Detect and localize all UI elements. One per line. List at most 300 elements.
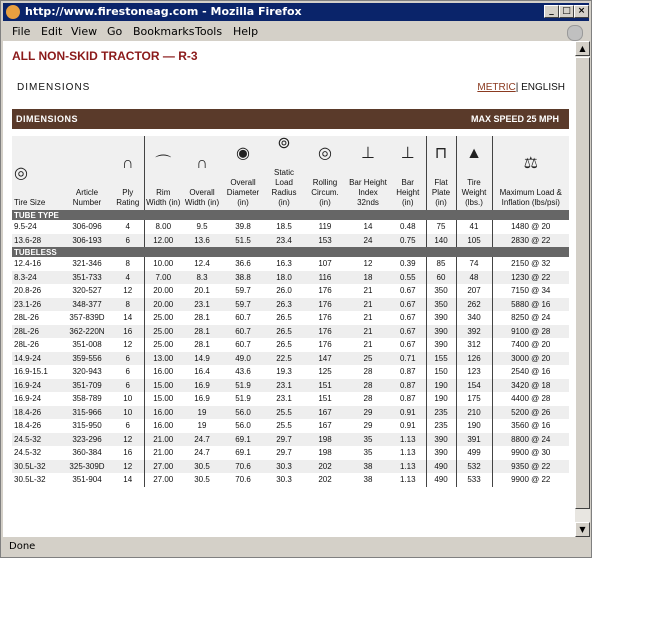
table-cell: 190 [426,392,456,406]
table-cell: 10.00 [144,257,182,271]
table-body [12,210,569,487]
scroll-thumb[interactable] [575,57,590,509]
table-cell: 107 [318,259,332,269]
table-cell: 6 [112,379,144,393]
firefox-icon [6,5,20,19]
minimize-button[interactable]: _ [544,5,559,18]
table-cell: 360-384 [72,448,102,458]
table-cell: 18.4-26 [12,406,62,420]
table-cell: 25.00 [144,325,182,339]
table-cell: 18.4-26 [14,421,42,431]
table-cell: 23.1 [182,298,222,312]
table-row [12,271,569,285]
table-cell: 38.8 [222,271,264,285]
table-cell: 14.9-24 [12,352,62,366]
table-cell: 51.5 [222,234,264,248]
table-cell: 23.4 [264,234,304,248]
overall-width-icon: ∩ [196,155,208,172]
metric-link[interactable]: METRIC [477,82,516,93]
table-cell: 350 [426,298,456,312]
table-cell: 16.9-24 [14,394,42,404]
table-cell: 1.13 [399,448,416,458]
menu-edit[interactable]: Edit [41,25,63,38]
dimensions-table [12,136,569,487]
table-cell: 351-904 [72,475,102,485]
section-header [12,247,569,257]
table-cell: 125 [318,367,332,377]
table-cell: 18.0 [264,271,304,285]
table-cell: 19.3 [276,367,292,377]
table-cell: 116 [304,271,346,285]
table-cell: 390 [426,433,456,447]
table-cell: 202 [304,460,346,474]
table-cell: 21 [346,298,390,312]
table-cell: 154 [456,379,492,393]
table-cell: 28L-26 [12,325,62,339]
table-cell: 6 [125,367,130,377]
table-cell: 499 [456,446,492,460]
max-load-icon: ⚖ [523,155,538,172]
header-tire-size: ◎ Tire Size [12,136,62,210]
table-cell: 176 [304,298,346,312]
table-cell: 13.6-28 [12,234,62,248]
table-cell: 25.5 [276,421,292,431]
table-cell: 60.7 [235,340,251,350]
table-cell: 6 [112,234,144,248]
table-cell: 28 [346,379,390,393]
table-cell: 190 [426,379,456,393]
table-cell: 0.71 [390,352,426,366]
table-cell: 16.9 [194,394,210,404]
page-title: ALL NON-SKID TRACTOR — R-3 [12,49,198,63]
table-cell: 2150 @ 32 [492,257,569,271]
table-cell: 151 [318,394,332,404]
table-cell: 306-096 [72,222,102,232]
table-cell: 12 [112,433,144,447]
table-cell: 28.1 [182,325,222,339]
table-row [12,298,569,312]
table-cell: 14 [363,222,373,232]
table-cell: 51.9 [235,394,251,404]
bar-height-icon: ⊥ [400,145,415,162]
table-row [12,325,569,339]
table-row [12,460,569,474]
table-cell: 25.5 [264,406,304,420]
table-cell: 35 [346,433,390,447]
table-cell: 357-839D [69,313,105,323]
table-cell: 358-789 [72,394,102,404]
table-cell: 21.00 [144,446,182,460]
table-cell: 26.0 [276,286,292,296]
table-cell: 16.4 [194,367,210,377]
table-cell: 9.5 [196,222,208,232]
table-cell: 5880 @ 16 [492,298,569,312]
table-cell: 85 [426,257,456,271]
table-cell: 126 [456,352,492,366]
table-cell: 15.00 [144,392,182,406]
table-cell: 153 [304,234,346,248]
table-cell: 14.9 [182,352,222,366]
table-cell: 27.00 [144,473,182,487]
table-cell: 340 [456,311,492,325]
table-cell: 320-943 [72,367,102,377]
table-cell: 490 [426,473,456,487]
table-cell: 28.1 [194,313,210,323]
table-cell: 320-527 [72,286,102,296]
table-cell: 9100 @ 28 [492,325,569,339]
table-cell: 4 [112,271,144,285]
table-cell: 16.00 [144,419,182,433]
table-cell: 3560 @ 16 [492,419,569,433]
table-cell: 9350 @ 22 [492,460,569,474]
table-cell: 75 [426,220,456,234]
table-cell: 362-220N [62,325,112,339]
table-cell: 74 [456,257,492,271]
table-cell: 167 [304,406,346,420]
table-cell: 24 [346,234,390,248]
table-cell: 15.00 [144,379,182,393]
table-cell: 10 [123,394,133,404]
table-cell: 7.00 [144,271,182,285]
window-title: http://www.firestoneag.com - Mozilla Firefox [25,5,302,18]
table-cell: 262 [456,298,492,312]
table-cell: 390 [426,325,456,339]
table-cell: 16.9-15.1 [14,367,48,377]
unit-separator: | [515,82,519,93]
table-cell: 14 [123,313,133,323]
table-cell: 1.13 [390,433,426,447]
table-cell: 235 [426,406,456,420]
header-load-radius: ⊚ Static Load Radius (in) [264,136,304,210]
maximize-button[interactable]: □ [559,5,574,18]
header-overall-width: ∩ Overall Width (in) [182,136,222,210]
english-link[interactable]: ENGLISH [521,82,565,93]
table-cell: 12.4 [194,259,210,269]
table-cell: 30.3 [276,475,292,485]
table-row [12,406,569,420]
table-cell: 119 [318,222,332,232]
dimensions-label: DIMENSIONS [17,82,91,93]
table-cell: 30.5L-32 [14,475,46,485]
table-cell: 12 [123,286,133,296]
page-content [3,41,575,537]
table-cell: 0.67 [399,340,416,350]
table-cell: 38 [363,475,373,485]
ply-icon: ∩ [122,155,134,172]
table-cell: 6 [112,352,144,366]
table-cell: 0.87 [399,367,416,377]
table-cell: 4400 @ 28 [492,392,569,406]
table-cell: 323-296 [62,433,112,447]
table-cell: 18 [346,271,390,285]
table-cell: 390 [426,338,456,352]
table-cell: 7150 @ 34 [492,284,569,298]
table-cell: 27.00 [144,460,182,474]
table-row [12,392,569,406]
table-cell: 391 [456,433,492,447]
table-cell: 29 [346,406,390,420]
table-cell: 12 [112,460,144,474]
table-cell: 533 [456,473,492,487]
load-radius-icon: ⊚ [277,135,291,152]
table-cell: 28 [363,367,373,377]
table-cell: 29.7 [264,433,304,447]
header-rim-width: ⌒ Rim Width (in) [144,136,182,210]
table-cell: 24.5-32 [14,448,42,458]
table-cell: 0.87 [390,379,426,393]
table-cell: 26.5 [276,340,292,350]
table-cell: 202 [318,475,332,485]
unit-toggle [477,82,565,93]
table-cell: 0.91 [390,406,426,420]
table-cell: 8.00 [144,220,182,234]
table-cell: 70.6 [235,475,251,485]
section-header [12,210,569,220]
table-cell: 38 [346,460,390,474]
table-cell: 26.3 [264,298,304,312]
table-cell: 4 [125,222,130,232]
tire-weight-icon: ▲ [466,145,482,162]
table-cell: 30.3 [264,460,304,474]
table-cell: 350 [426,284,456,298]
menu-bar [3,22,589,40]
table-cell: 29.7 [276,448,292,458]
table-cell: 9900 @ 22 [492,473,569,487]
table-cell: 35 [363,448,373,458]
table-cell: 3420 @ 18 [492,379,569,393]
table-cell: 28L-26 [14,340,39,350]
table-cell: 198 [304,433,346,447]
rim-width-icon: ⌒ [155,155,172,172]
table-row [12,220,569,234]
table-cell: 321-346 [72,259,102,269]
table-cell: 12 [363,259,373,269]
table-cell: 23.1-26 [12,298,62,312]
table-cell: 123 [456,365,492,379]
section-label: TUBELESS [12,247,569,257]
table-cell: 8.3 [182,271,222,285]
table-cell: 13.6 [182,234,222,248]
table-row [12,379,569,393]
table-cell: 16.00 [144,365,182,379]
table-cell: 24.5-32 [12,433,62,447]
table-cell: 8 [112,298,144,312]
table-cell: 8 [125,259,130,269]
table-cell: 16.9 [182,379,222,393]
table-cell: 30.5 [194,475,210,485]
close-button[interactable]: × [574,5,589,18]
table-cell: 30.5 [182,460,222,474]
table-cell: 30.5L-32 [12,460,62,474]
table-cell: 23.1 [264,379,304,393]
header-bar-height: ⊥ Bar Height (in) [390,136,426,210]
header-max-load: ⚖ Maximum Load & Inflation (lbs/psi) [492,136,569,210]
table-cell: 60 [426,271,456,285]
table-cell: 325-309D [62,460,112,474]
table-cell: 21 [363,286,373,296]
table-row [12,311,569,325]
table-cell: 39.8 [235,222,251,232]
table-cell: 351-008 [72,340,102,350]
table-cell: 351-733 [62,271,112,285]
vertical-scrollbar[interactable] [575,41,590,537]
table-cell: 0.67 [399,286,416,296]
table-cell: 26.5 [276,313,292,323]
table-cell: 16 [123,448,133,458]
table-cell: 176 [304,325,346,339]
table-cell: 3000 @ 20 [492,352,569,366]
table-cell: 16 [112,325,144,339]
table-cell: 26.5 [264,325,304,339]
header-tire-weight: ▲ Tire Weight (lbs.) [456,136,492,210]
table-cell: 1230 @ 22 [492,271,569,285]
table-row [12,338,569,352]
dimensions-header-bar [12,109,569,129]
header-rolling-circum: ◎ Rolling Circum. (in) [304,136,346,210]
table-cell: 2540 @ 16 [492,365,569,379]
bar-height-index-icon: ⊥ [361,145,375,162]
table-cell: 8800 @ 24 [492,433,569,447]
diameter-icon: ◉ [236,145,250,162]
table-cell: 105 [456,234,492,248]
table-cell: 25.00 [144,311,182,325]
table-cell: 8.3-24 [12,271,62,285]
table-cell: 21.00 [144,433,182,447]
table-cell: 51.9 [222,379,264,393]
table-row [12,433,569,447]
table-cell: 210 [456,406,492,420]
table-cell: 490 [426,460,456,474]
table-cell: 16.00 [144,406,182,420]
table-cell: 0.75 [390,234,426,248]
table-cell: 390 [426,311,456,325]
table-cell: 8250 @ 24 [492,311,569,325]
table-cell: 21 [346,325,390,339]
table-cell: 198 [318,448,332,458]
table-cell: 6 [125,421,130,431]
table-cell: 23.1 [276,394,292,404]
table-cell: 207 [456,284,492,298]
table-cell: 21 [363,313,373,323]
table-row [12,446,569,460]
table-cell: 59.7 [235,286,251,296]
table-cell: 20.1 [194,286,210,296]
table-cell: 390 [426,446,456,460]
throbber-icon [567,25,583,41]
table-row [12,284,569,298]
max-speed-label: MAX SPEED 25 MPH [470,114,559,124]
table-cell: 59.7 [222,298,264,312]
table-cell: 348-377 [62,298,112,312]
table-cell: 0.55 [390,271,426,285]
table-cell: 155 [426,352,456,366]
table-cell: 13.00 [144,352,182,366]
table-cell: 43.6 [235,367,251,377]
table-cell: 28L-26 [14,313,39,323]
table-cell: 306-193 [62,234,112,248]
table-row [12,257,569,271]
table-cell: 29 [363,421,373,431]
table-cell: 140 [426,234,456,248]
table-cell: 0.39 [399,259,416,269]
menu-view[interactable]: View [71,25,98,38]
table-cell: 1.13 [399,475,416,485]
table-cell: 351-709 [62,379,112,393]
table-row [12,419,569,433]
table-cell: 18.5 [276,222,292,232]
table-cell: 56.0 [235,421,251,431]
table-cell: 16.9-24 [12,379,62,393]
table-cell: 16.3 [276,259,292,269]
menu-file[interactable]: File [12,25,31,38]
table-cell: 28 [363,394,373,404]
scroll-up-button[interactable]: ▲ [575,41,590,56]
table-cell: 190 [456,419,492,433]
table-cell: 21 [363,340,373,350]
table-cell: 532 [456,460,492,474]
flat-plate-icon: ⊓ [434,145,448,162]
header-bar-height-index: ⊥ Bar Height Index 32nds [346,136,390,210]
table-cell: 0.48 [399,222,416,232]
menu-help[interactable]: Help [233,25,259,38]
header-overall-diameter: ◉ Overall Diameter (in) [222,136,264,210]
table-cell: 69.1 [235,448,251,458]
table-cell: 12.00 [144,234,182,248]
header-ply-rating: ∩ Ply Rating [112,136,144,210]
table-cell: 28.1 [194,340,210,350]
table-cell: 20.00 [144,284,182,298]
table-cell: 175 [456,392,492,406]
table-cell: 24.7 [194,448,210,458]
table-cell: 9.5-24 [14,222,37,232]
table-cell: 25.00 [144,338,182,352]
table-cell: 147 [304,352,346,366]
table-cell: 56.0 [222,406,264,420]
status-bar [3,539,589,556]
table-cell: 20.8-26 [14,286,42,296]
table-cell: 176 [318,313,332,323]
table-cell: 1.13 [390,460,426,474]
table-cell: 0.87 [399,394,416,404]
rolling-circum-icon: ◎ [318,145,332,162]
table-row [12,473,569,487]
table-cell: 12.4-16 [14,259,42,269]
table-cell: 60.7 [235,313,251,323]
menu-go[interactable]: Go [107,25,123,38]
table-cell: 1480 @ 20 [492,220,569,234]
menu-bookmarks[interactable]: Bookmarks [133,25,195,38]
table-cell: 24.7 [182,433,222,447]
table-cell: 0.67 [390,298,426,312]
table-cell: 9900 @ 30 [492,446,569,460]
table-row [12,352,569,366]
table-cell: 176 [318,340,332,350]
status-text: Done [9,541,36,552]
table-cell: 151 [304,379,346,393]
table-cell: 0.67 [399,313,416,323]
scroll-down-button[interactable]: ▼ [575,522,590,537]
title-bar[interactable] [3,3,589,21]
table-row [12,365,569,379]
table-cell: 69.1 [222,433,264,447]
table-cell: 14 [123,475,133,485]
menu-tools[interactable]: Tools [195,25,223,38]
table-cell: 12 [123,340,133,350]
table-cell: 22.5 [264,352,304,366]
table-cell: 5200 @ 26 [492,406,569,420]
table-cell: 70.6 [222,460,264,474]
table-cell: 48 [456,271,492,285]
